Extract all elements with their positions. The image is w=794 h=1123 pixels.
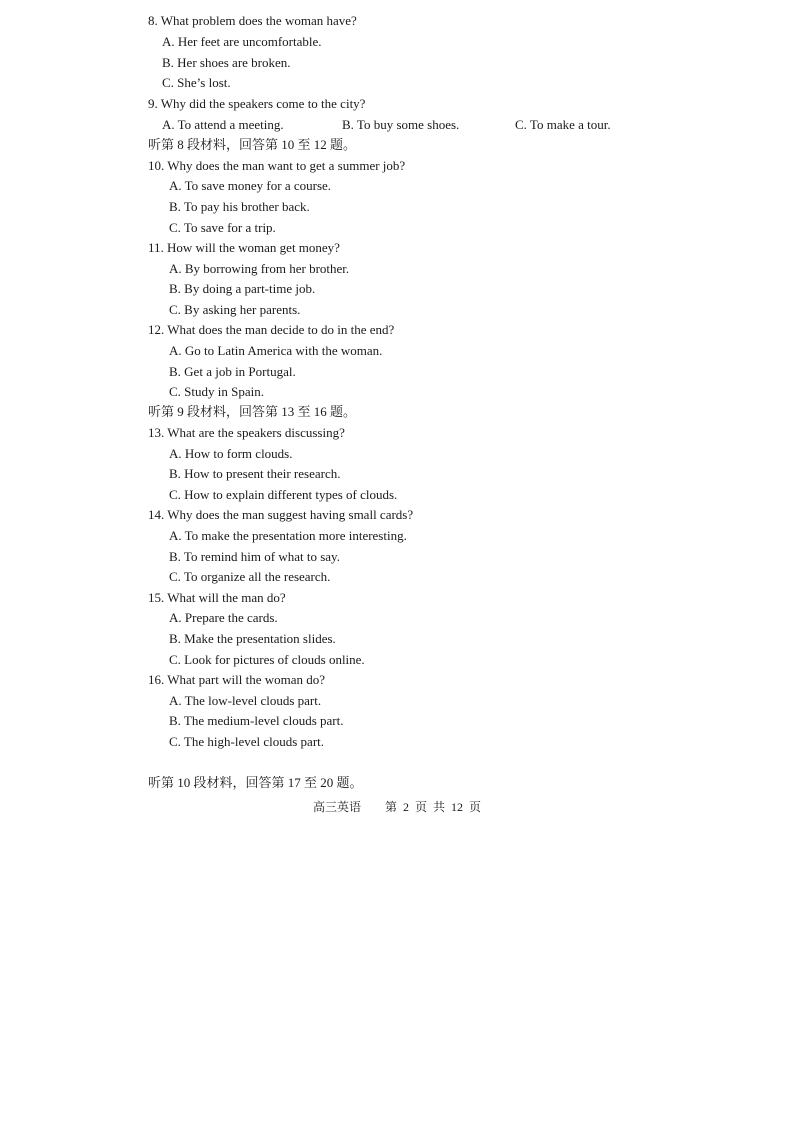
page-footer [0, 799, 794, 815]
question-12-stem: 12. What does the man decide to do in the end? [148, 322, 395, 337]
question-8-option-c: C. She’s lost. [162, 75, 231, 90]
question-11-option-a: A. By borrowing from her brother. [169, 261, 350, 276]
question-8-option-a: A. Her feet are uncomfortable. [162, 34, 322, 49]
question-8-stem: 8. What problem does the woman have? [148, 13, 357, 28]
question-10-stem: 10. Why does the man want to get a summer job? [148, 158, 406, 173]
question-14-option-a: A. To make the presentation more interesting. [169, 528, 407, 543]
footer-subject: 高三英语 [312, 800, 361, 814]
question-13-option-c: C. How to explain different types of clouds. [169, 487, 398, 502]
question-13-option-a: A. How to form clouds. [169, 446, 293, 461]
question-10-option-b: B. To pay his brother back. [169, 199, 310, 214]
question-16-option-a: A. The low-level clouds part. [169, 693, 322, 708]
footer-page-number: 第 2 页 共 12 页 [385, 800, 482, 814]
question-12-option-b: B. Get a job in Portugal. [169, 364, 296, 379]
question-10-option-c: C. To save for a trip. [169, 220, 276, 235]
question-11-stem: 11. How will the woman get money? [148, 240, 340, 255]
question-9-stem: 9. Why did the speakers come to the city? [148, 96, 366, 111]
question-15-option-b: B. Make the presentation slides. [169, 631, 336, 646]
question-12-option-c: C. Study in Spain. [169, 384, 264, 399]
question-16-stem: 16. What part will the woman do? [148, 672, 326, 687]
question-9-option-a: A. To attend a meeting. [162, 117, 284, 132]
question-16-option-c: C. The high-level clouds part. [169, 734, 325, 749]
question-9-option-c: C. To make a tour. [515, 117, 611, 132]
question-14-option-b: B. To remind him of what to say. [169, 549, 340, 564]
question-12-option-a: A. Go to Latin America with the woman. [169, 343, 383, 358]
question-15-option-c: C. Look for pictures of clouds online. [169, 652, 365, 667]
question-11-option-b: B. By doing a part-time job. [169, 281, 316, 296]
question-15-stem: 15. What will the man do? [148, 590, 286, 605]
question-15-option-a: A. Prepare the cards. [169, 610, 278, 625]
question-14-option-c: C. To organize all the research. [169, 569, 331, 584]
question-9-option-b: B. To buy some shoes. [342, 117, 460, 132]
section-8-instruction: 听第 8 段材料，回答第 10 至 12 题。 [148, 137, 357, 152]
question-16-option-b: B. The medium-level clouds part. [169, 713, 344, 728]
question-13-stem: 13. What are the speakers discussing? [148, 425, 345, 440]
section-10-instruction: 听第 10 段材料，回答第 17 至 20 题。 [148, 775, 363, 790]
question-13-option-b: B. How to present their research. [169, 466, 341, 481]
question-14-stem: 14. Why does the man suggest having small cards? [148, 507, 414, 522]
question-10-option-a: A. To save money for a course. [169, 178, 332, 193]
section-9-instruction: 听第 9 段材料，回答第 13 至 16 题。 [148, 404, 357, 419]
question-11-option-c: C. By asking her parents. [169, 302, 301, 317]
question-8-option-b: B. Her shoes are broken. [162, 55, 291, 70]
